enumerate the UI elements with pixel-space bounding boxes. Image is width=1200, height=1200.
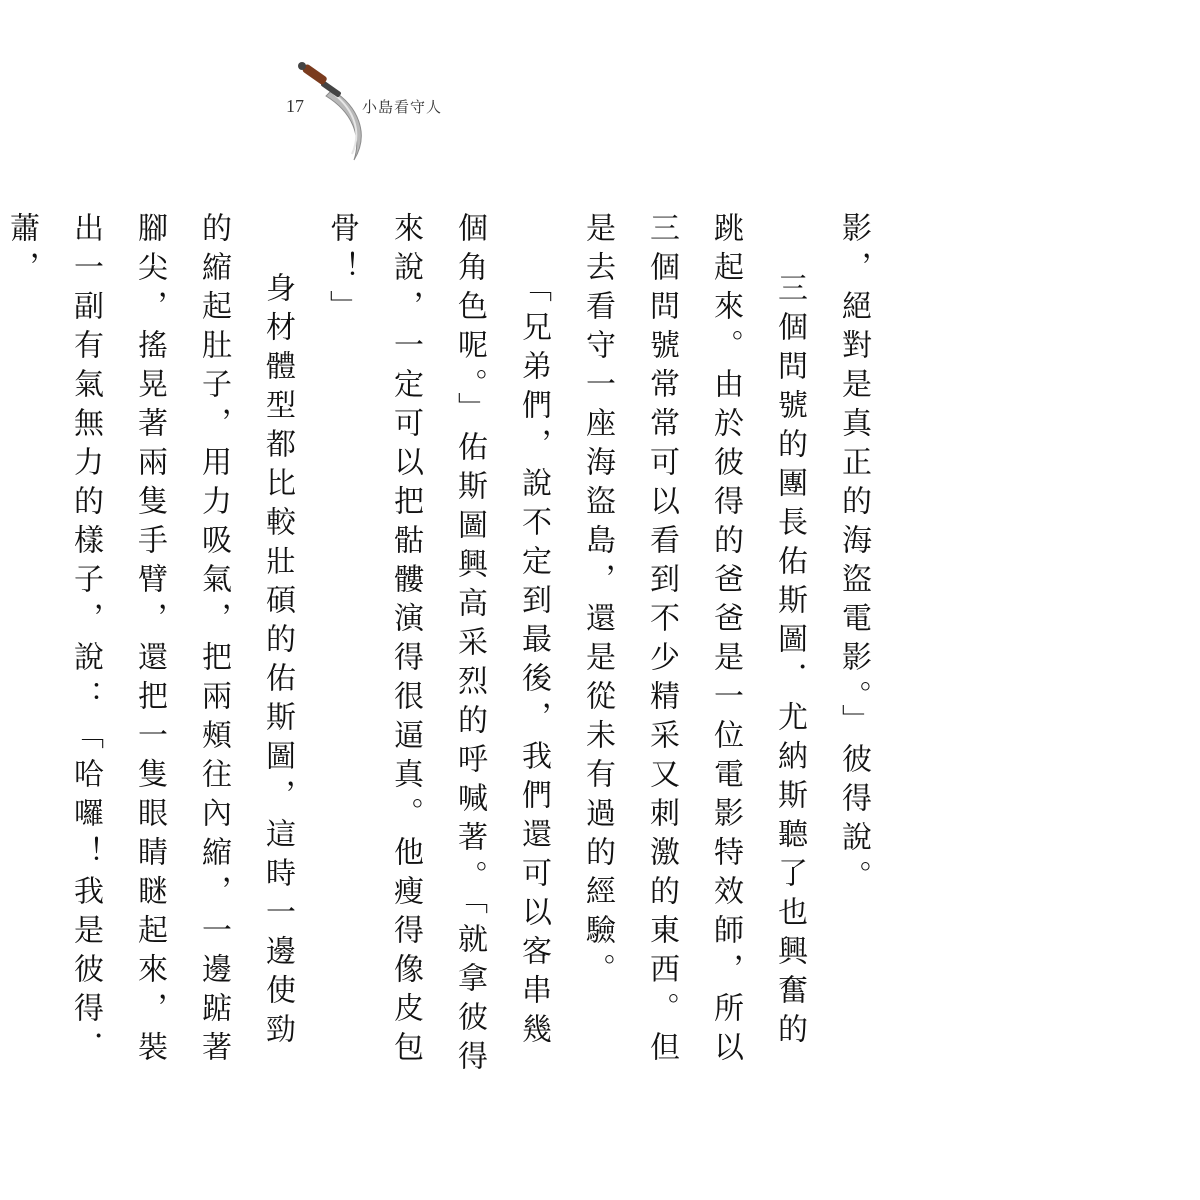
page-number: 17 xyxy=(286,96,304,116)
paragraph-2: 三個問號的團長佑斯圖．尤納斯聽了也興奮的跳起來。由於彼得的爸爸是一位電影特效師，所以三個問號常常可以看到不少精采又刺激的東西。但是去看守一座海盜島，還是從未有過的經驗。 xyxy=(580,212,807,1070)
paragraph-4: 身材體型都比較壯碩的佑斯圖，這時一邊使勁的縮起肚子，用力吸氣，把兩頰往內縮，一邊踮著腳尖，搖晃著兩隻手臂，還把一隻眼睛瞇起來，裝出一副有氣無力的樣子，說：「哈囉！我是彼得．蕭， xyxy=(4,212,295,1070)
sword-icon xyxy=(292,56,372,166)
page-header xyxy=(270,50,510,160)
paragraph-1: 影，絕對是真正的海盜電影。」彼得說。 xyxy=(836,212,871,899)
paragraph-3: 「兄弟們，說不定到最後，我們還可以客串幾個角色呢。」佑斯圖興高采烈的呼喊著。「就拿彼得來說，一定可以把骷髏演得很逼真。他瘦得像皮包骨！」 xyxy=(324,212,551,1079)
body-text xyxy=(0,212,885,1082)
book-title: 小島看守人 xyxy=(362,98,443,116)
